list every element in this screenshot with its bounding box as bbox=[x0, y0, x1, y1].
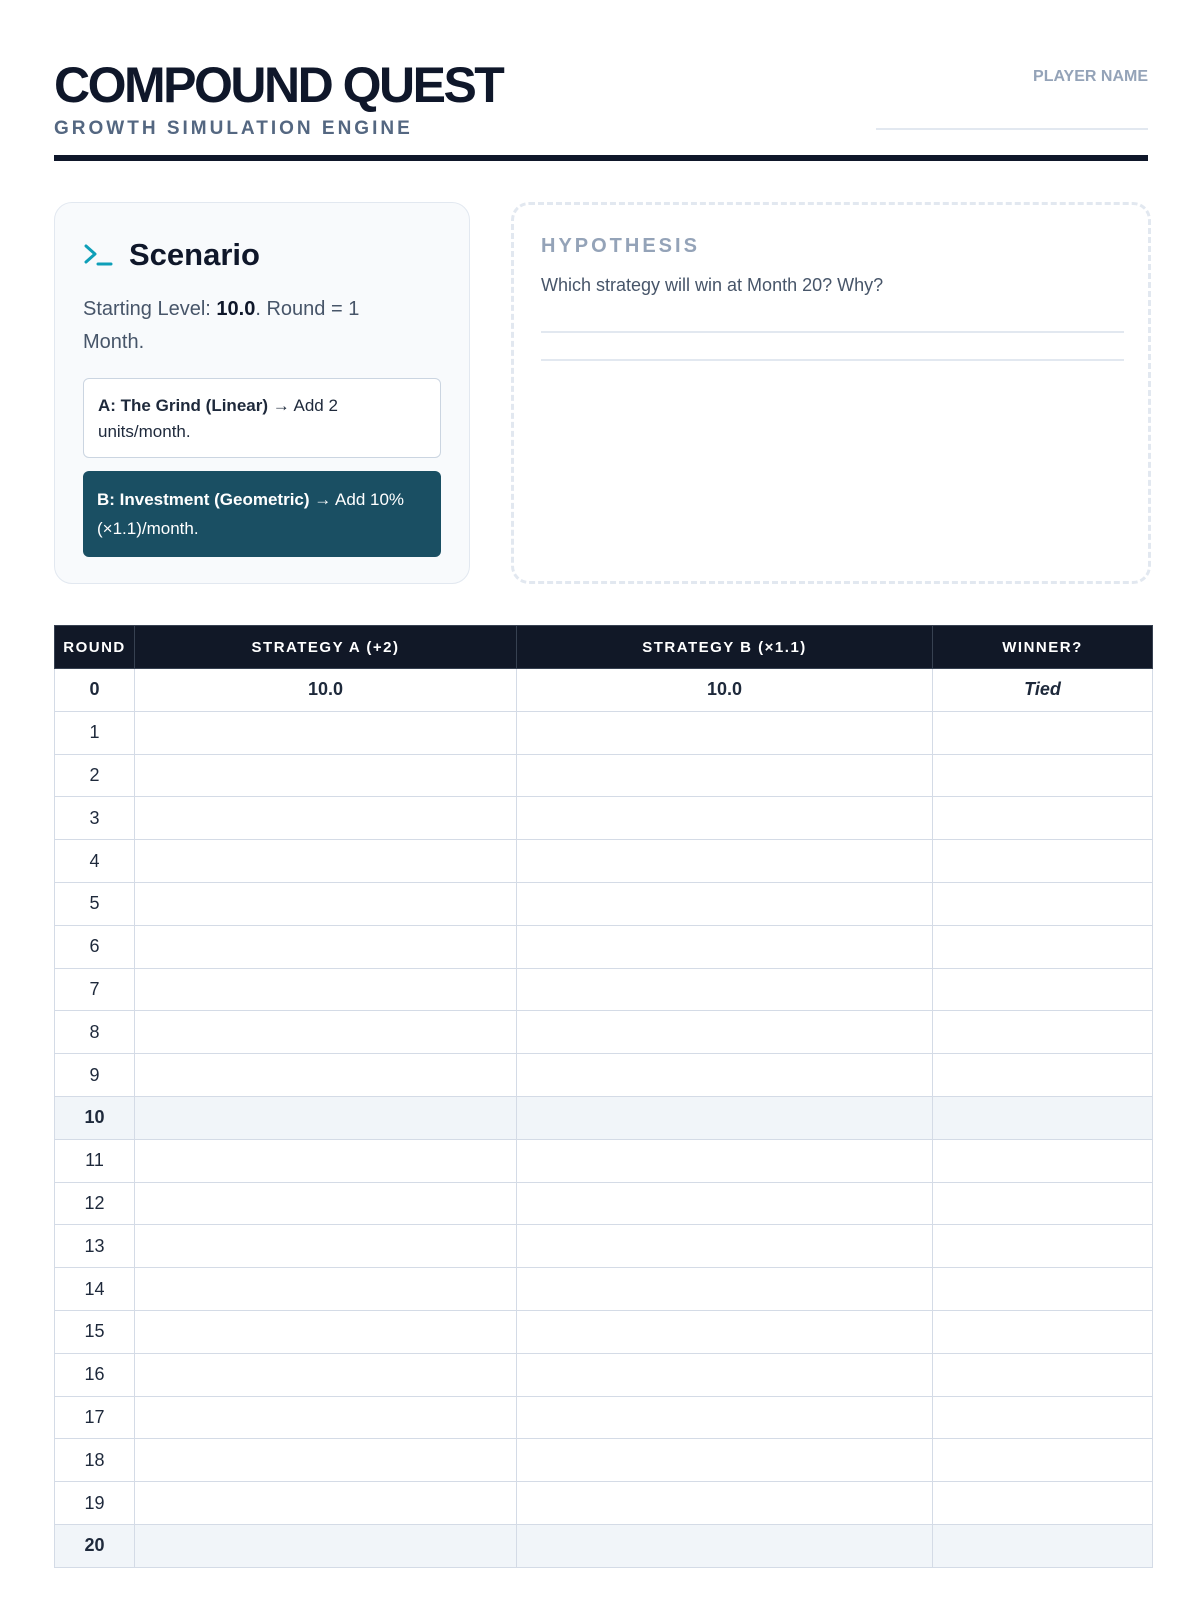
strategy-a-desc: → Add 2 units/month. bbox=[98, 396, 338, 441]
round-cell: 11 bbox=[55, 1139, 135, 1182]
round-cell: 17 bbox=[55, 1396, 135, 1439]
strategy-b-cell[interactable] bbox=[517, 1439, 933, 1482]
strategy-b-cell[interactable] bbox=[517, 754, 933, 797]
table-row bbox=[55, 669, 1153, 712]
column-header-strategy-b: STRATEGY B (×1.1) bbox=[517, 626, 933, 669]
winner-cell[interactable] bbox=[933, 1353, 1153, 1396]
intro-suffix: . Round = 1 Month. bbox=[83, 298, 360, 353]
winner-cell[interactable] bbox=[933, 882, 1153, 925]
winner-cell[interactable] bbox=[933, 925, 1153, 968]
winner-cell[interactable] bbox=[933, 1054, 1153, 1097]
scenario-title: Scenario bbox=[129, 237, 260, 272]
winner-cell[interactable] bbox=[933, 1439, 1153, 1482]
table-row bbox=[55, 1396, 1153, 1439]
winner-cell[interactable] bbox=[933, 1182, 1153, 1225]
round-cell: 19 bbox=[55, 1482, 135, 1525]
strategy-a-cell[interactable] bbox=[135, 1310, 517, 1353]
strategy-b-name: B: Investment (Geometric) bbox=[97, 490, 310, 509]
strategy-a-cell[interactable] bbox=[135, 1011, 517, 1054]
round-cell: 13 bbox=[55, 1225, 135, 1268]
round-cell: 15 bbox=[55, 1310, 135, 1353]
table-row bbox=[55, 882, 1153, 925]
strategy-a-cell[interactable] bbox=[135, 754, 517, 797]
strategy-a-cell[interactable] bbox=[135, 1182, 517, 1225]
player-name-field[interactable] bbox=[876, 116, 1148, 130]
strategy-b-cell[interactable]: 10.0 bbox=[517, 669, 933, 712]
strategy-b-cell[interactable] bbox=[517, 1310, 933, 1353]
strategy-b-cell[interactable] bbox=[517, 1139, 933, 1182]
table-header-row bbox=[55, 626, 1153, 669]
simulation-table bbox=[54, 625, 1153, 1568]
strategy-a-cell[interactable] bbox=[135, 1439, 517, 1482]
winner-cell[interactable] bbox=[933, 1011, 1153, 1054]
strategy-a-cell[interactable] bbox=[135, 1396, 517, 1439]
table-row bbox=[55, 968, 1153, 1011]
strategy-b-cell[interactable] bbox=[517, 1396, 933, 1439]
round-cell: 1 bbox=[55, 711, 135, 754]
round-cell: 5 bbox=[55, 882, 135, 925]
strategy-a-cell[interactable] bbox=[135, 968, 517, 1011]
strategy-b-cell[interactable] bbox=[517, 840, 933, 883]
winner-cell[interactable] bbox=[933, 1396, 1153, 1439]
strategy-a-card bbox=[83, 378, 441, 458]
strategy-b-cell[interactable] bbox=[517, 1054, 933, 1097]
strategy-b-desc: → Add 10% (×1.1)/month. bbox=[97, 490, 405, 538]
round-cell: 6 bbox=[55, 925, 135, 968]
page-title: COMPOUND QUEST bbox=[54, 57, 503, 113]
winner-cell[interactable]: Tied bbox=[933, 669, 1153, 712]
player-name-block bbox=[878, 68, 1148, 86]
round-cell: 18 bbox=[55, 1439, 135, 1482]
strategy-b-cell[interactable] bbox=[517, 797, 933, 840]
column-header-round: ROUND bbox=[55, 626, 135, 669]
strategy-a-cell[interactable] bbox=[135, 711, 517, 754]
round-cell: 12 bbox=[55, 1182, 135, 1225]
winner-cell[interactable] bbox=[933, 1310, 1153, 1353]
strategy-a-cell[interactable] bbox=[135, 797, 517, 840]
strategy-b-cell[interactable] bbox=[517, 925, 933, 968]
round-cell: 7 bbox=[55, 968, 135, 1011]
strategy-a-cell[interactable] bbox=[135, 1096, 517, 1139]
table-row bbox=[55, 1096, 1153, 1139]
page-subtitle: GROWTH SIMULATION ENGINE bbox=[54, 118, 413, 139]
strategy-a-cell[interactable] bbox=[135, 1482, 517, 1525]
round-cell: 20 bbox=[55, 1524, 135, 1567]
winner-cell[interactable] bbox=[933, 1482, 1153, 1525]
strategy-b-cell[interactable] bbox=[517, 1482, 933, 1525]
table-row bbox=[55, 1524, 1153, 1567]
strategy-b-cell[interactable] bbox=[517, 1268, 933, 1311]
strategy-b-cell[interactable] bbox=[517, 882, 933, 925]
table-row bbox=[55, 1310, 1153, 1353]
intro-prefix: Starting Level: bbox=[83, 298, 217, 320]
table-row bbox=[55, 797, 1153, 840]
strategy-b-cell[interactable] bbox=[517, 1182, 933, 1225]
table-row bbox=[55, 1139, 1153, 1182]
winner-cell[interactable] bbox=[933, 797, 1153, 840]
round-cell: 16 bbox=[55, 1353, 135, 1396]
table-row bbox=[55, 1054, 1153, 1097]
strategy-a-cell[interactable] bbox=[135, 840, 517, 883]
strategy-a-cell[interactable] bbox=[135, 1054, 517, 1097]
round-cell: 14 bbox=[55, 1268, 135, 1311]
strategy-b-cell[interactable] bbox=[517, 1225, 933, 1268]
starting-level-value: 10.0 bbox=[216, 298, 256, 320]
winner-cell[interactable] bbox=[933, 1139, 1153, 1182]
strategy-a-cell[interactable] bbox=[135, 1353, 517, 1396]
hypothesis-answer-line bbox=[541, 331, 1124, 333]
table-row bbox=[55, 1225, 1153, 1268]
table-row bbox=[55, 1268, 1153, 1311]
table-row bbox=[55, 754, 1153, 797]
strategy-b-cell[interactable] bbox=[517, 968, 933, 1011]
table-row bbox=[55, 1439, 1153, 1482]
table-row bbox=[55, 711, 1153, 754]
round-cell: 0 bbox=[55, 669, 135, 712]
winner-cell[interactable] bbox=[933, 840, 1153, 883]
table-row bbox=[55, 1482, 1153, 1525]
strategy-b-cell[interactable] bbox=[517, 1524, 933, 1567]
table-row bbox=[55, 840, 1153, 883]
winner-cell[interactable] bbox=[933, 968, 1153, 1011]
round-cell: 8 bbox=[55, 1011, 135, 1054]
header-divider bbox=[54, 155, 1148, 161]
strategy-a-cell[interactable] bbox=[135, 1139, 517, 1182]
winner-cell[interactable] bbox=[933, 1225, 1153, 1268]
column-header-strategy-a: STRATEGY A (+2) bbox=[135, 626, 517, 669]
winner-cell[interactable] bbox=[933, 1096, 1153, 1139]
hypothesis-box[interactable] bbox=[511, 202, 1151, 584]
round-cell: 9 bbox=[55, 1054, 135, 1097]
strategy-a-cell[interactable] bbox=[135, 882, 517, 925]
scenario-heading bbox=[83, 237, 260, 273]
strategy-b-card bbox=[83, 471, 441, 557]
hypothesis-title: HYPOTHESIS bbox=[541, 235, 700, 257]
strategy-a-cell[interactable] bbox=[135, 1225, 517, 1268]
player-name-label: PLAYER NAME bbox=[1033, 68, 1148, 85]
table-row bbox=[55, 1011, 1153, 1054]
strategy-b-cell[interactable] bbox=[517, 1011, 933, 1054]
round-cell: 10 bbox=[55, 1096, 135, 1139]
round-cell: 2 bbox=[55, 754, 135, 797]
strategy-b-cell[interactable] bbox=[517, 711, 933, 754]
strategy-a-cell[interactable] bbox=[135, 1524, 517, 1567]
table-row bbox=[55, 1182, 1153, 1225]
scenario-intro bbox=[83, 293, 423, 359]
round-cell: 4 bbox=[55, 840, 135, 883]
player-name-line bbox=[876, 128, 1148, 130]
strategy-b-cell[interactable] bbox=[517, 1096, 933, 1139]
strategy-a-cell[interactable]: 10.0 bbox=[135, 669, 517, 712]
winner-cell[interactable] bbox=[933, 754, 1153, 797]
winner-cell[interactable] bbox=[933, 1268, 1153, 1311]
scenario-card bbox=[54, 202, 470, 584]
table-row bbox=[55, 925, 1153, 968]
strategy-a-cell[interactable] bbox=[135, 1268, 517, 1311]
strategy-a-name: A: The Grind (Linear) bbox=[98, 396, 268, 415]
terminal-prompt-icon bbox=[83, 241, 113, 269]
round-cell: 3 bbox=[55, 797, 135, 840]
hypothesis-question: Which strategy will win at Month 20? Why? bbox=[541, 275, 884, 295]
strategy-a-cell[interactable] bbox=[135, 925, 517, 968]
table-row bbox=[55, 1353, 1153, 1396]
hypothesis-answer-line bbox=[541, 359, 1124, 361]
strategy-b-cell[interactable] bbox=[517, 1353, 933, 1396]
column-header-winner: WINNER? bbox=[933, 626, 1153, 669]
winner-cell[interactable] bbox=[933, 1524, 1153, 1567]
page-header bbox=[54, 58, 1148, 162]
winner-cell[interactable] bbox=[933, 711, 1153, 754]
